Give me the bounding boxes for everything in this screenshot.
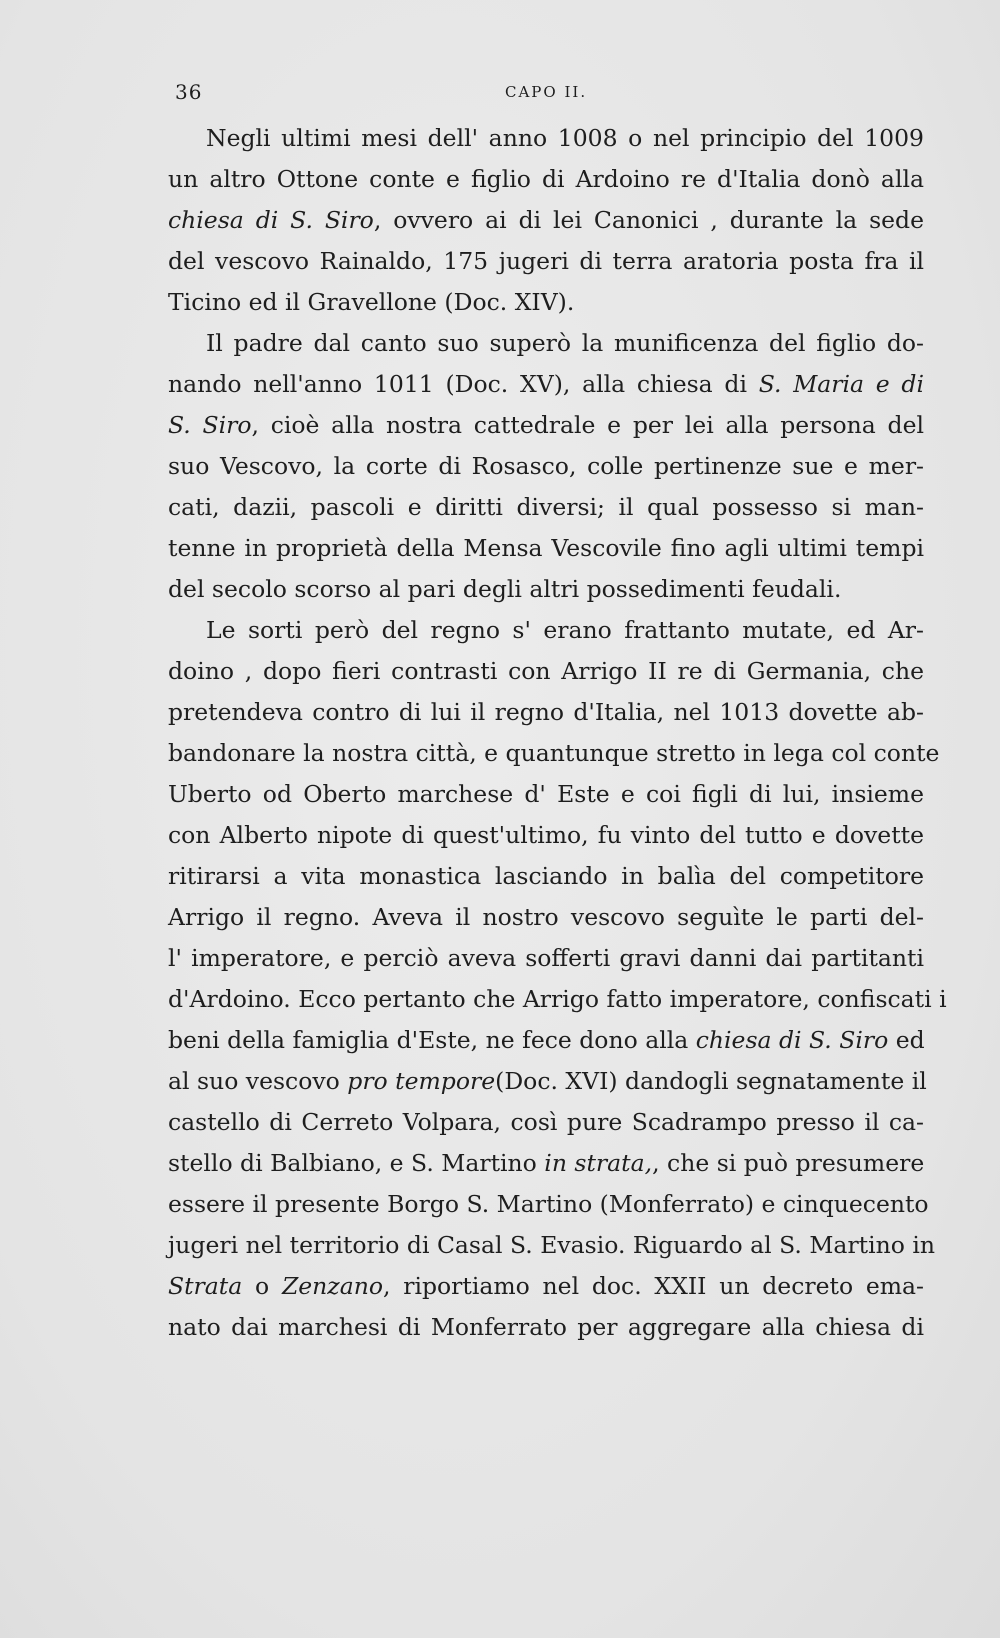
chapter-title: CAPO II. — [505, 83, 588, 101]
text-line: beni della famiglia d'Este, ne fece dono alla chiesa di S. Siro ed — [168, 1026, 925, 1054]
text-line: del secolo scorso al pari degli altri possedimenti feudali. — [168, 575, 842, 603]
text-line: l' imperatore, e perciò aveva sofferti gravi danni dai partitanti — [168, 944, 924, 972]
text-line: jugeri nel territorio di Casal S. Evasio. Riguardo al S. Martino in — [168, 1231, 936, 1259]
text-line: tenne in proprietà della Mensa Vescovile fino agli ultimi tempi — [168, 534, 924, 562]
italic-phrase: S. Maria e di — [758, 370, 924, 398]
text-line: doino , dopo fieri contrasti con Arrigo II re di Germania, che — [168, 657, 924, 685]
text-line: d'Ardoino. Ecco pertanto che Arrigo fatto imperatore, confiscati i — [168, 985, 947, 1013]
text-line: Uberto od Oberto marchese d' Este e coi figli di lui, insieme — [168, 780, 924, 808]
italic-phrase: Zenzano — [281, 1272, 383, 1300]
page-number: 36 — [175, 80, 203, 104]
text-line: Negli ultimi mesi dell' anno 1008 o nel principio del 1009 — [206, 124, 924, 152]
text-line: chiesa di S. Siro, ovvero ai di lei Canonici , durante la sede — [168, 206, 924, 234]
italic-phrase: chiesa di S. Siro — [695, 1026, 889, 1054]
text-line: Strata o Zenzano, riportiamo nel doc. XXII un decreto ema- — [168, 1272, 924, 1300]
text-line: con Alberto nipote di quest'ultimo, fu vinto del tutto e dovette — [168, 821, 924, 849]
text-line: Il padre dal canto suo superò la munificenza del figlio do- — [206, 329, 924, 357]
text-line: bandonare la nostra città, e quantunque stretto in lega col conte — [168, 739, 940, 767]
text-line: cati, dazii, pascoli e diritti diversi; il qual possesso si man- — [168, 493, 924, 521]
text-line: pretendeva contro di lui il regno d'Italia, nel 1013 dovette ab- — [168, 698, 924, 726]
text-line: ritirarsi a vita monastica lasciando in balìa del competitore — [168, 862, 924, 890]
text-line: Ticino ed il Gravellone (Doc. XIV). — [168, 288, 575, 316]
text-line: castello di Cerreto Volpara, così pure Scadrampo presso il ca- — [168, 1108, 924, 1136]
text-line: nato dai marchesi di Monferrato per aggregare alla chiesa di — [168, 1313, 924, 1341]
text-line: nando nell'anno 1011 (Doc. XV), alla chiesa di S. Maria e di — [168, 370, 924, 398]
text-line: stello di Balbiano, e S. Martino in strata,, che si può presumere — [168, 1149, 925, 1177]
text-line: essere il presente Borgo S. Martino (Monferrato) e cinquecento — [168, 1190, 929, 1218]
italic-phrase: in strata, — [544, 1149, 653, 1177]
italic-phrase: pro tempore — [347, 1067, 496, 1095]
text-line: un altro Ottone conte e figlio di Ardoino re d'Italia donò alla — [168, 165, 924, 193]
body-text — [168, 118, 947, 1348]
text-line: del vescovo Rainaldo, 175 jugeri di terra aratoria posta fra il — [168, 247, 924, 275]
text-line: suo Vescovo, la corte di Rosasco, colle pertinenze sue e mer- — [168, 452, 924, 480]
text-line: S. Siro, cioè alla nostra cattedrale e per lei alla persona del — [168, 411, 925, 439]
italic-phrase: S. Siro — [168, 411, 252, 439]
text-line: al suo vescovo pro tempore(Doc. XVI) dandogli segnatamente il — [168, 1067, 927, 1095]
text-line: Arrigo il regno. Aveva il nostro vescovo seguìte le parti del- — [168, 903, 924, 931]
italic-phrase: chiesa di S. Siro — [168, 206, 374, 234]
text-line: Le sorti però del regno s' erano frattanto mutate, ed Ar- — [206, 616, 924, 644]
running-head — [175, 80, 935, 110]
italic-phrase: Strata — [168, 1272, 243, 1300]
